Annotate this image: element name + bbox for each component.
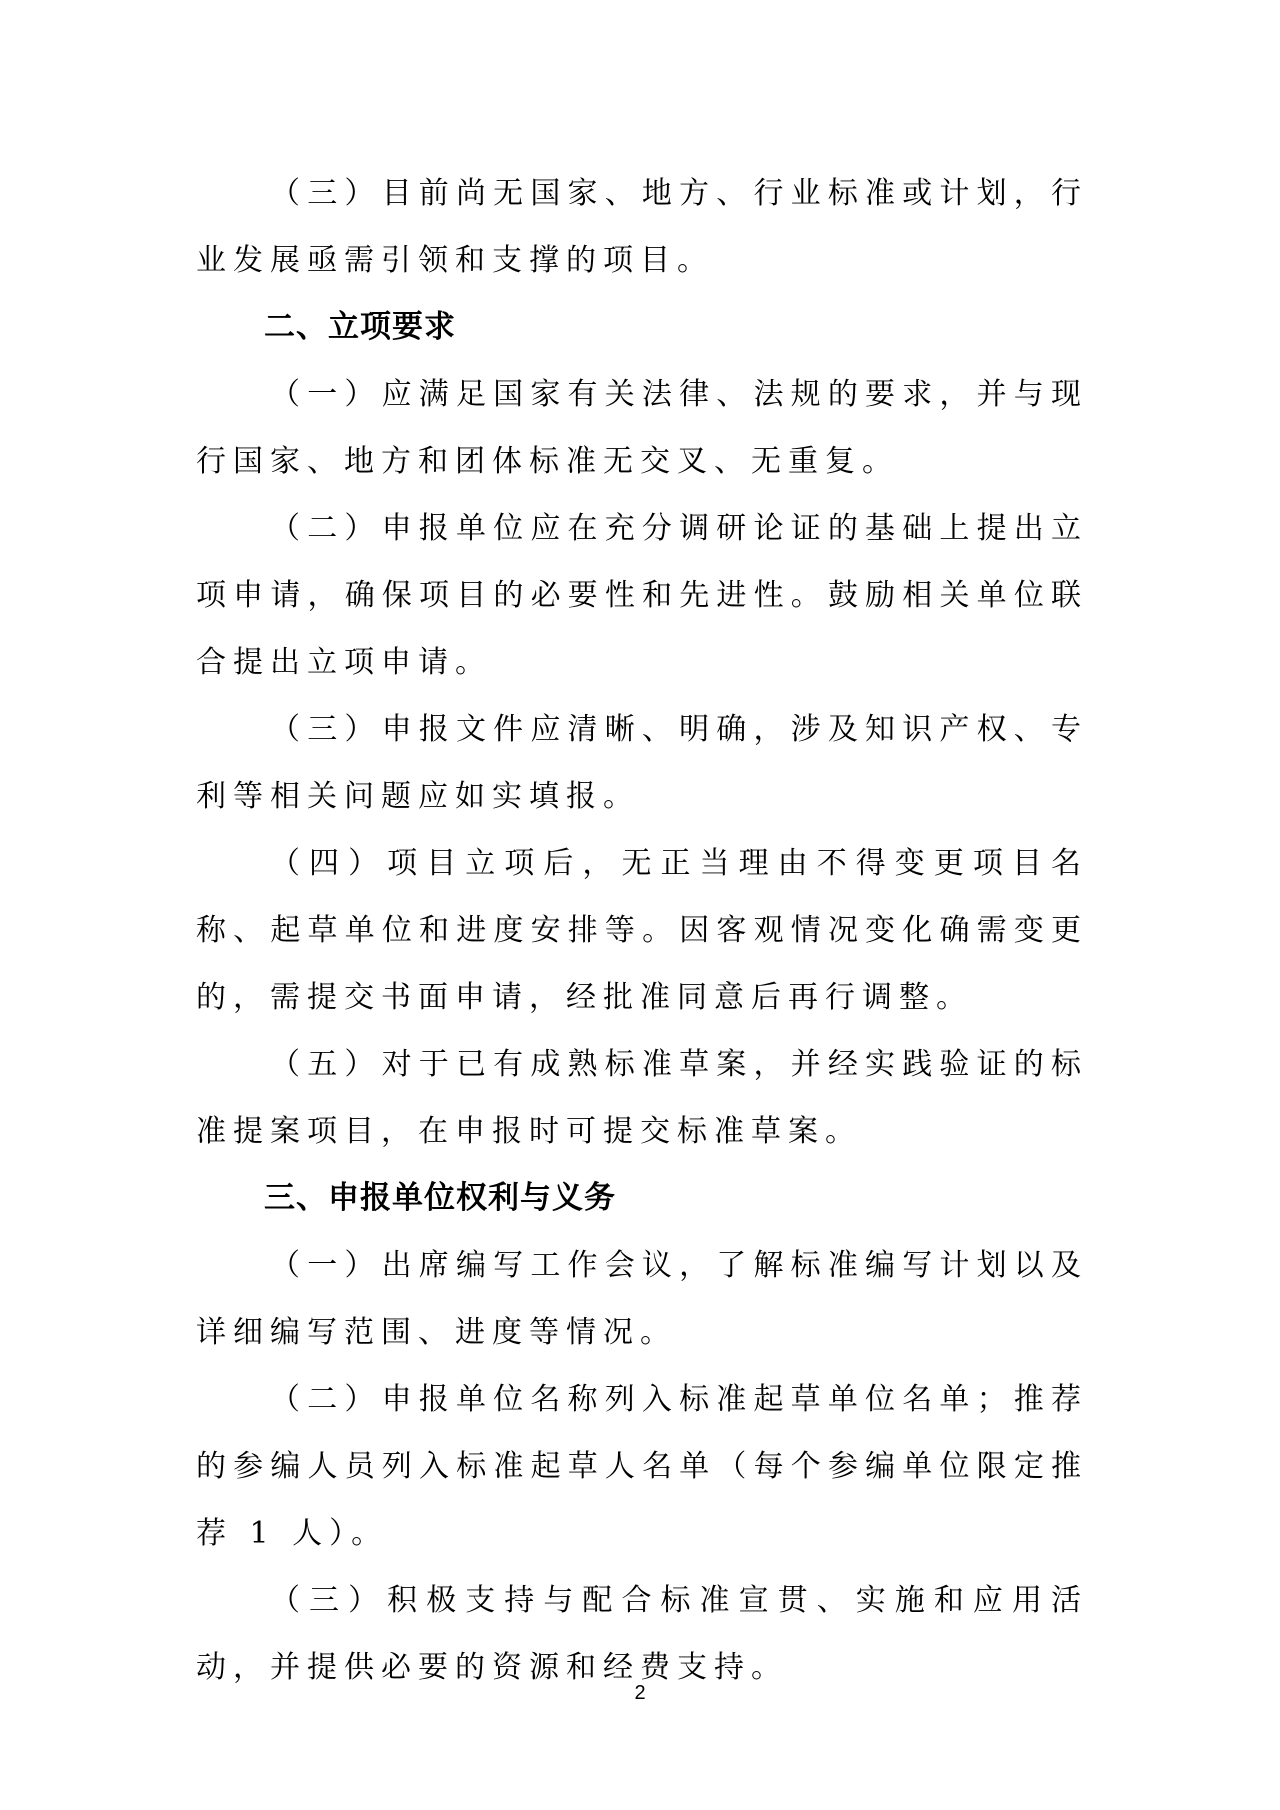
paragraph-right-1-attend-meetings: （一）出席编写工作会议，了解标准编写计划以及详细编写范围、进度等情况。 (196, 1248, 1088, 1350)
paragraph-right-2-drafter-listing: （二）申报单位名称列入标准起草单位名单；推荐的参编人员列入标准起草人名单（每个参编单位限定推荐 1 人）。 (196, 1382, 1088, 1551)
page-number: 2 (634, 1682, 646, 1704)
section-heading-rights-obligations: 三、申报单位权利与义务 (264, 1180, 616, 1216)
section-heading-project-requirements: 二、立项要求 (264, 309, 456, 345)
document-body (196, 160, 1088, 1701)
paragraph-requirement-4-no-changes: （四）项目立项后，无正当理由不得变更项目名称、起草单位和进度安排等。因客观情况变化确需变更的，需提交书面申请，经批准同意后再行调整。 (196, 846, 1088, 1015)
paragraph-obligation-3-support-activities: （三）积极支持与配合标准宣贯、实施和应用活动，并提供必要的资源和经费支持。 (196, 1583, 1088, 1685)
paragraph-item-3-national-standard-gap: （三）目前尚无国家、地方、行业标准或计划，行业发展亟需引领和支撑的项目。 (196, 176, 1088, 278)
paragraph-requirement-2-research-basis: （二）申报单位应在充分调研论证的基础上提出立项申请，确保项目的必要性和先进性。鼓励相关单位联合提出立项申请。 (196, 511, 1088, 680)
paragraph-requirement-1-legal-compliance: （一）应满足国家有关法律、法规的要求，并与现行国家、地方和团体标准无交叉、无重复。 (196, 377, 1088, 479)
paragraph-requirement-3-clear-documents: （三）申报文件应清晰、明确，涉及知识产权、专利等相关问题应如实填报。 (196, 712, 1088, 814)
paragraph-requirement-5-draft-submission: （五）对于已有成熟标准草案，并经实践验证的标准提案项目，在申报时可提交标准草案。 (196, 1047, 1088, 1149)
